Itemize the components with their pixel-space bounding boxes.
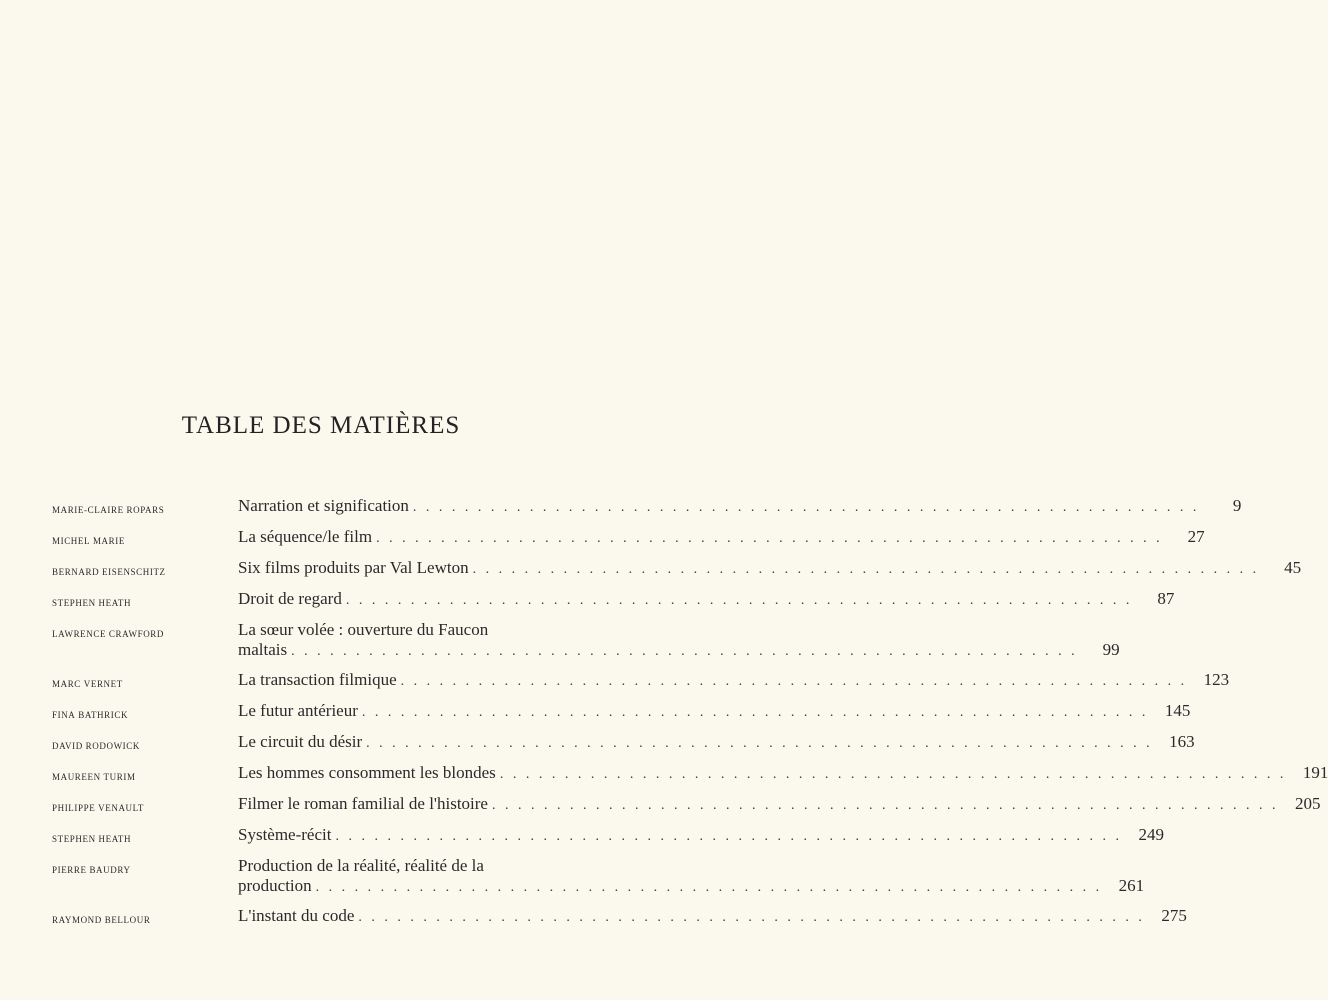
entry-line (238, 876, 1144, 898)
toc-entry (52, 527, 1205, 550)
entry-line (238, 670, 1229, 692)
entry-title: Narration et signification (238, 496, 409, 515)
entry-line (238, 825, 1164, 847)
entry-author: marie-claire ropars (52, 502, 165, 516)
dot-leader (376, 529, 1163, 549)
entry-title-continued: production (238, 876, 312, 895)
entry-line (238, 794, 1320, 816)
entry-line (238, 527, 1205, 549)
entry-title: Filmer le roman familial de l'histoire (238, 794, 488, 813)
entry-title: Le futur antérieur (238, 701, 358, 720)
entry-line (238, 620, 1120, 640)
entry-page-number: 9 (1232, 496, 1242, 515)
dot-leader (473, 560, 1260, 580)
dot-leader (362, 703, 1149, 723)
entry-page-number: 145 (1164, 701, 1191, 720)
entry-page-number: 87 (1157, 589, 1175, 608)
entry-body (238, 732, 1195, 754)
entry-line (238, 763, 1328, 785)
toc-entry (52, 825, 1164, 848)
toc-entry (52, 558, 1302, 581)
entry-title: Système-récit (238, 825, 332, 844)
entry-line (238, 701, 1190, 723)
dot-leader (358, 908, 1145, 928)
entry-title-continued: maltais (238, 640, 288, 659)
entry-title: Droit de regard (238, 589, 342, 608)
toc-entry (52, 763, 1328, 786)
entry-page-number: 27 (1187, 527, 1205, 546)
toc-entry (52, 620, 1120, 662)
dot-leader (492, 796, 1279, 816)
entry-title: Six films produits par Val Lewton (238, 558, 469, 577)
entry-line (238, 589, 1174, 611)
dot-leader (366, 734, 1153, 754)
entry-author: lawrence crawford (52, 626, 165, 640)
entry-title: La transaction filmique (238, 670, 397, 689)
entry-body (238, 589, 1174, 611)
entry-author: stephen heath (52, 595, 132, 609)
dot-leader (335, 827, 1122, 847)
entry-author: michel marie (52, 533, 125, 547)
entry-page-number: 191 (1302, 763, 1328, 782)
entry-body (238, 527, 1205, 549)
entry-page-number: 249 (1138, 825, 1164, 844)
entry-page-number: 163 (1169, 732, 1195, 751)
entry-author: fina bathrick (52, 707, 129, 721)
table-of-contents (52, 496, 1328, 937)
entry-body (238, 825, 1164, 847)
toc-entry (52, 701, 1191, 724)
entry-title: La séquence/le film (238, 527, 373, 546)
entry-author: marc vernet (52, 676, 123, 690)
toc-entry (52, 732, 1195, 755)
entry-body (238, 670, 1229, 692)
entry-line (238, 906, 1187, 928)
entry-line (238, 640, 1120, 662)
entry-author: david rodowick (52, 738, 140, 752)
toc-entry (52, 906, 1187, 929)
toc-entry (52, 496, 1242, 519)
toc-entry (52, 670, 1230, 693)
entry-body (238, 620, 1120, 662)
entry-page-number: 261 (1118, 876, 1145, 895)
entry-page-number: 205 (1294, 794, 1321, 813)
entry-author: bernard eisenschitz (52, 564, 166, 578)
entry-body (238, 496, 1241, 518)
dot-leader (291, 642, 1078, 662)
entry-author: philippe venault (52, 800, 145, 814)
entry-title: Le circuit du désir (238, 732, 363, 751)
entry-body (238, 558, 1301, 580)
page-title: TABLE DES MATIÈRES (181, 412, 461, 439)
entry-page-number: 99 (1102, 640, 1120, 659)
entry-body (238, 906, 1187, 928)
entry-line (238, 732, 1195, 754)
entry-page-number: 123 (1203, 670, 1230, 689)
entry-author: pierre baudry (52, 862, 131, 876)
dot-leader (500, 765, 1287, 785)
entry-title: Les hommes consomment les blondes (238, 763, 496, 782)
entry-author: maureen turim (52, 769, 136, 783)
entry-title: L'instant du code (238, 906, 355, 925)
toc-entry (52, 794, 1321, 817)
entry-line (238, 856, 1144, 876)
entry-line (238, 496, 1241, 518)
entry-body (238, 794, 1320, 816)
entry-author: stephen heath (52, 831, 132, 845)
entry-line (238, 558, 1301, 580)
dot-leader (346, 591, 1133, 611)
toc-entry (52, 856, 1145, 898)
entry-title: Production de la réalité, réalité de la (238, 856, 484, 875)
entry-page-number: 45 (1284, 558, 1302, 577)
entry-body (238, 701, 1190, 723)
dot-leader (413, 498, 1200, 518)
toc-entry (52, 589, 1175, 612)
entry-page-number: 275 (1161, 906, 1187, 925)
entry-body (238, 763, 1328, 785)
entry-body (238, 856, 1144, 898)
entry-author: raymond bellour (52, 912, 151, 926)
dot-leader (316, 878, 1103, 898)
entry-title: La sœur volée : ouverture du Faucon (238, 620, 489, 639)
dot-leader (401, 672, 1188, 692)
